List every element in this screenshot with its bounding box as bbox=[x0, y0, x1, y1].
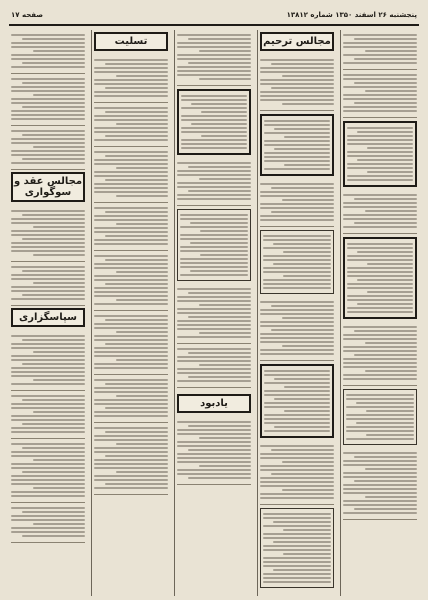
ad-block bbox=[260, 441, 334, 505]
issue-date-number: پنجشنبه ۲۶ اسفند ۱۳۵۰ شماره ۱۳۸۱۲ bbox=[286, 11, 417, 19]
ad-block bbox=[94, 423, 168, 495]
boxed-notice bbox=[343, 237, 417, 319]
ad-block bbox=[94, 251, 168, 311]
section-header-tasliat: تسلیت bbox=[94, 32, 168, 51]
ad-block bbox=[260, 179, 334, 227]
ad-block bbox=[260, 55, 334, 111]
ad-block bbox=[11, 503, 85, 543]
ad-block bbox=[260, 297, 334, 361]
section-header-majales-tarhim: مجالس ترحیم bbox=[260, 32, 334, 51]
columns bbox=[9, 30, 419, 596]
column-4 bbox=[91, 30, 170, 596]
ad-block bbox=[11, 391, 85, 439]
boxed-notice bbox=[260, 364, 334, 438]
ad-block bbox=[177, 158, 251, 206]
column-2 bbox=[257, 30, 336, 596]
boxed-notice bbox=[177, 209, 251, 281]
boxed-notice bbox=[177, 89, 251, 155]
section-header-majales-aghd: مجالس عقد و سوگواری bbox=[11, 172, 85, 202]
column-3 bbox=[174, 30, 253, 596]
ad-block bbox=[343, 448, 417, 520]
boxed-notice bbox=[260, 508, 334, 588]
boxed-notice bbox=[260, 230, 334, 294]
ad-block bbox=[11, 262, 85, 306]
ad-block bbox=[11, 331, 85, 391]
ad-block bbox=[11, 206, 85, 262]
ad-block bbox=[177, 284, 251, 344]
ad-block bbox=[11, 439, 85, 503]
ad-block bbox=[177, 417, 251, 485]
ad-block bbox=[11, 74, 85, 126]
ad-block bbox=[11, 30, 85, 74]
ad-block bbox=[11, 126, 85, 170]
page-header bbox=[9, 8, 419, 26]
ad-block bbox=[94, 103, 168, 147]
ad-block bbox=[343, 322, 417, 386]
ad-block bbox=[343, 190, 417, 234]
boxed-notice bbox=[343, 389, 417, 445]
ad-block bbox=[94, 147, 168, 203]
ad-block bbox=[343, 30, 417, 70]
ad-block bbox=[94, 311, 168, 375]
ad-block bbox=[177, 30, 251, 86]
boxed-notice bbox=[343, 121, 417, 187]
column-1 bbox=[340, 30, 419, 596]
ad-block bbox=[177, 344, 251, 388]
ad-block bbox=[94, 55, 168, 103]
section-header-yadbood: یادبود bbox=[177, 394, 251, 413]
section-header-sepasgozari: سپاسگزاری bbox=[11, 308, 85, 327]
ad-block bbox=[94, 375, 168, 423]
column-5 bbox=[9, 30, 87, 596]
ad-block bbox=[343, 70, 417, 118]
boxed-notice bbox=[260, 114, 334, 176]
page-number: صفحه ۱۷ bbox=[11, 11, 44, 19]
ad-block bbox=[94, 203, 168, 251]
